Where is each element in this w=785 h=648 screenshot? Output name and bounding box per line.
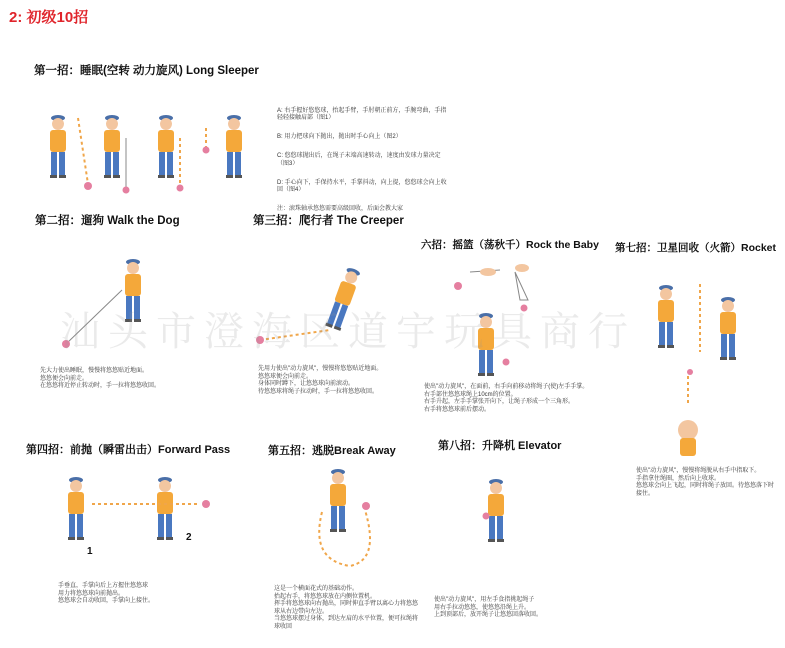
trick-1-title: 第一招：睡眠(空转 动力旋风) Long Sleeper <box>34 65 259 77</box>
trick-3-caption: 先用力使出"动力旋风"，慢慢将悠悠贴近地面。 悠悠球便会向前走。 身体同时蹲下，让悠悠球向前滚动。 待悠悠球将绳子拉动时，手一拉将悠悠收回。 <box>258 366 383 395</box>
trick-7-illustration <box>658 284 736 456</box>
trick-5-title: 第五招：逃脱Break Away <box>268 445 396 457</box>
trick-5-illustration <box>319 469 370 566</box>
trick-6-caption: 使出"动力旋风"，在面前，右手向前移动将绳子(使)左手手掌。 右手部住悠悠球绳上10cm的位置。 右手升起，左手手掌张开向下，让绳子形成一个三角形。 右手将悠悠球前后摆动。 <box>424 384 589 413</box>
trick-7-title: 第七招：卫星回收（火箭）Rocket <box>615 242 777 254</box>
trick-6-title: 六招：摇篮（荡秋千）Rock the Baby <box>421 239 599 251</box>
trick-4-caption: 手垂直，手掌向后上方握住悠悠球 用力将悠悠球向前抛出。 悠悠球会自动收回，手掌向上接住。 <box>58 583 155 604</box>
trick-2-caption: 先大力使出睡眠，慢慢将悠悠贴近地面。 悠悠便会向前走。 在悠悠将近停止转动时，手一拉将悠悠收回。 <box>40 368 161 389</box>
step-a: A: 右手握好悠悠球，抬起手臂，手肘朝正前方，手腕弯曲，手指轻轻接触肩部（图1） <box>277 107 447 121</box>
figure-label-1: 1 <box>87 546 93 557</box>
step-note: 注：滚珠轴承悠悠需要高级回收，后面会教大家 <box>277 206 404 212</box>
section-title: 2: 初级10招 <box>9 9 89 26</box>
trick-8-caption: 使出"动力旋风"，用左手食指挑起绳子 用右手拉动悠悠，使悠悠沿绳上升。 上到顶部后，放开绳子让悠悠回落收回。 <box>434 597 543 618</box>
step-c: C: 悠悠球抛出后，在绳子末端高速转动，速度由发球力量决定（图3） <box>277 153 441 167</box>
step-b: B: 用力把球向下抛出，抛出时手心向上（图2） <box>277 134 402 140</box>
trick-7-caption: 使出"动力旋风"，慢慢将绳脱从右手中指取下。 手指拿住绳圈，然后向上收球。 悠悠球会向上飞起，同时将绳子放回。待悠悠落下时接住。 <box>636 468 775 497</box>
trick-2-title: 第二招：遛狗 Walk the Dog <box>35 215 180 227</box>
step-d: D: 手心向下，手保持水平，手掌抖动，向上提，悠悠球会向上收回（图4） <box>277 179 447 193</box>
trick-4-title: 第四招：前抛（瞬雷出击）Forward Pass <box>26 444 231 456</box>
figure-label-2: 2 <box>186 532 192 543</box>
trick-8-illustration <box>483 479 505 542</box>
trick-8-title: 第八招：升降机 Elevator <box>438 440 562 452</box>
trick-5-caption: 这是一个横面花式的基础动作。 抬起右手，将悠悠球放在内侧位置机。 挥手将悠悠球向右抛出，同时伸直手臂以离心力将悠悠 球从右边带向左边。 当悠悠球摆过身体，到达左肩的水平位置，便可拉绳将 球收回 <box>274 586 419 630</box>
watermark: 汕头市澄海区道宇玩具商行 <box>60 309 636 355</box>
trick-3-title: 第三招：爬行者 The Creeper <box>253 215 404 227</box>
trick-1-illustration <box>50 115 242 194</box>
trick-4-illustration <box>68 477 210 540</box>
